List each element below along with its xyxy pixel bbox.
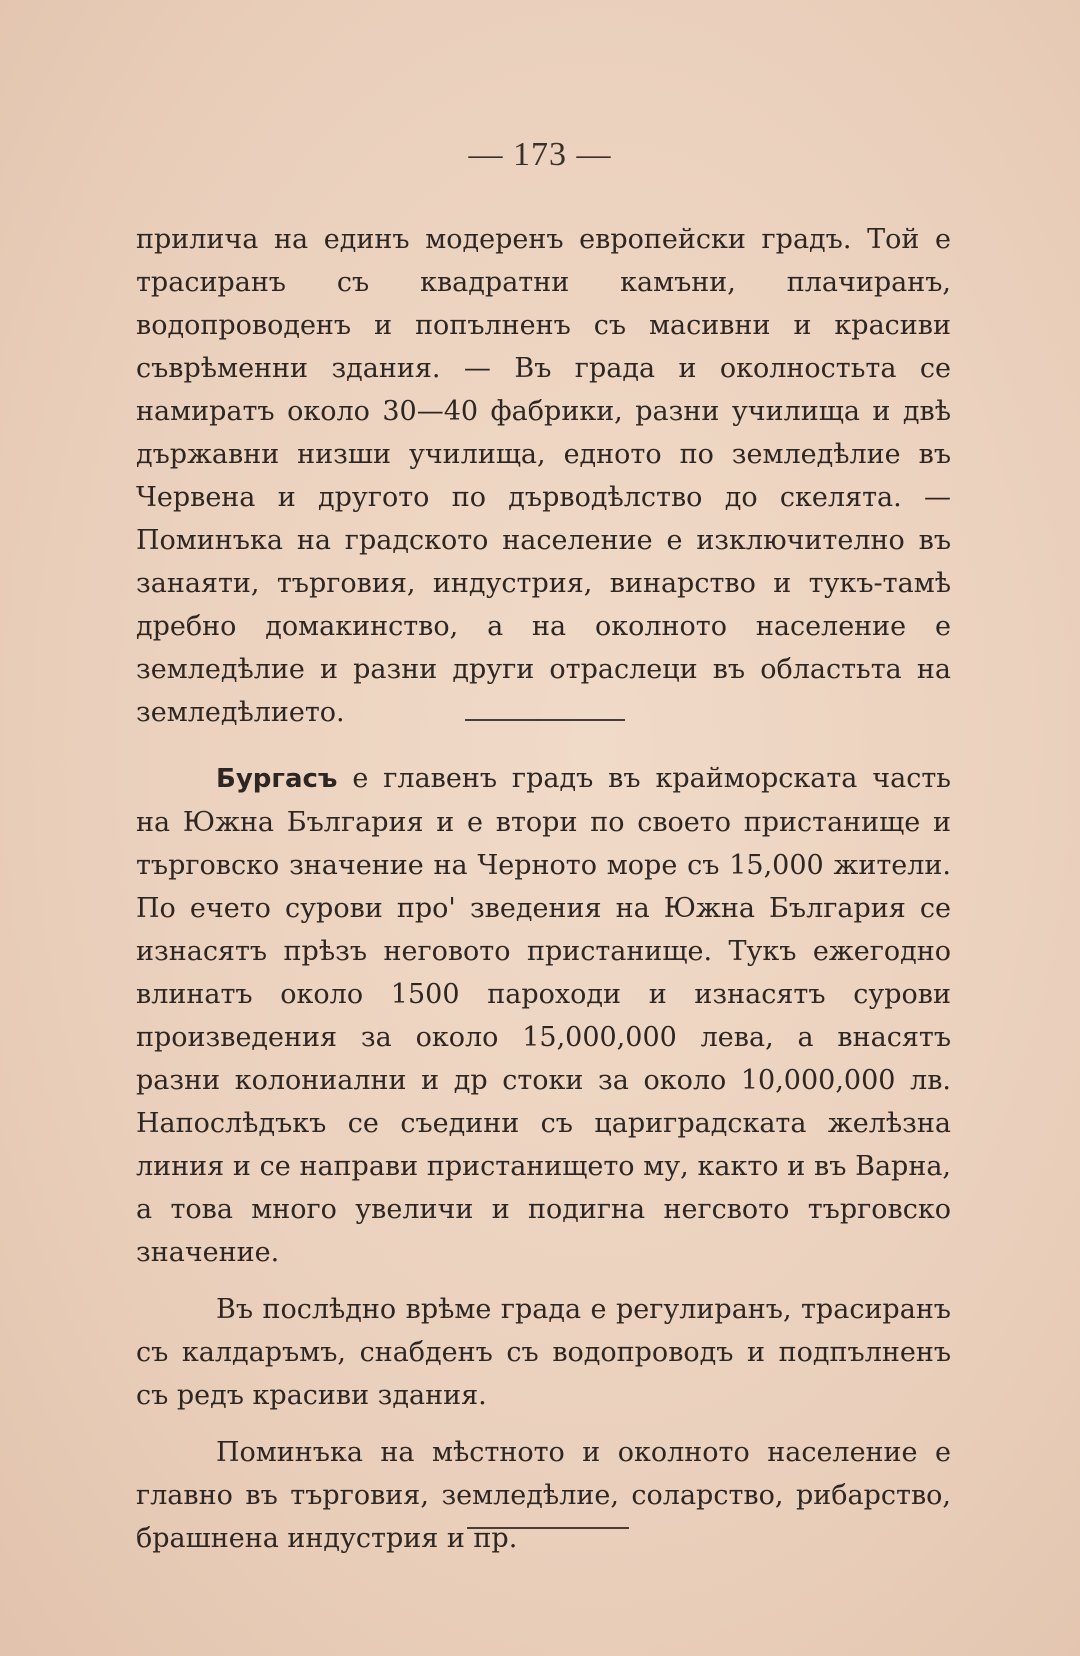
paragraph-burgas-intro-text: е главенъ градъ въ крайморската часть на Южна България и е втори по своето пристанище и търговско значение на Черното море съ 15,000 жители. По ечето сурови про' зведения на Южна България се изнасятъ прѣзъ неговото пристанище. Тукъ ежегодно влинатъ около 1500 пароходи и изнасятъ сурови произведения за около 15,000,000 лева, а внасятъ разни колониални и др стоки за около 10,000,000 лв. Напослѣдъкъ се съедини съ цариградската желѣзна линия и се направи пристанището му, както и въ Варна, а това много увеличи и подигна негсвото търговско значение. bbox=[136, 763, 951, 1268]
paragraph-burgas-intro bbox=[136, 757, 951, 1274]
section-previous-city bbox=[136, 218, 951, 734]
section-divider-top bbox=[465, 719, 625, 721]
paragraph-burgas-occupation: Поминъка на мѣстното и околното население е главно въ търговия, земледѣлие, соларство, рибарство, брашнена индустрия и пр. bbox=[136, 1437, 951, 1554]
paragraph-burgas-regulation: Въ послѣдно врѣме града е регулиранъ, трасиранъ съ калдаръмъ, снабденъ съ водопроводъ и подпълненъ съ редъ красиви здания. bbox=[136, 1294, 951, 1411]
section-divider-bottom bbox=[467, 1527, 629, 1529]
city-name-burgas: Бургасъ bbox=[216, 764, 338, 794]
paragraph-city-description: прилича на единъ модеренъ европейски градъ. Той е трасиранъ съ квадратни камъни, плачиранъ, водопроводенъ и попълненъ съ масивни и красиви съврѣменни здания. — Въ града и околностьта се намиратъ около 30—40 фабрики, разни училища и двѣ държавни низши училища, едното по земледѣлие въ Червена и другото по дърводѣлство до скелята. — Поминъка на градското население е изключително въ занаяти, търговия, индустрия, винарство и тукъ-тамѣ дребно домакинство, а на околното население е земледѣлие и разни други отраслеци въ областьта на земледѣлието. bbox=[136, 224, 951, 728]
section-burgas bbox=[136, 757, 951, 1560]
page-number: — 173 — bbox=[468, 136, 612, 173]
